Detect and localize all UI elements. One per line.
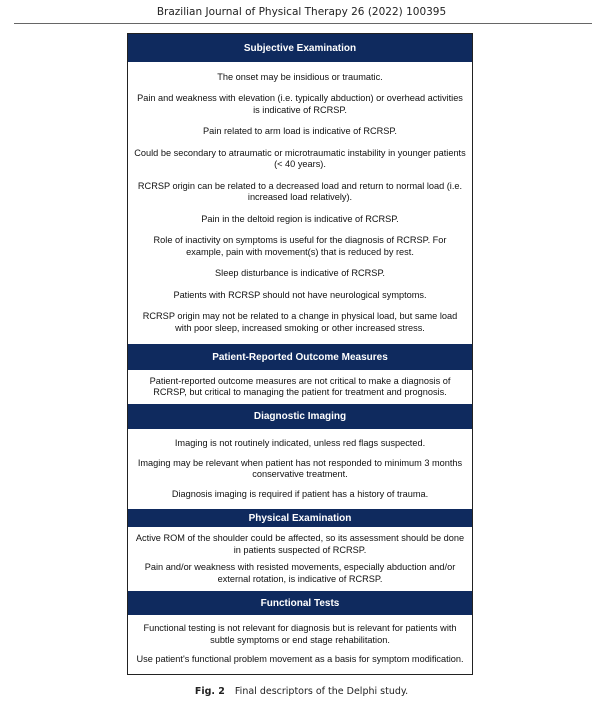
list-item: Patient-reported outcome measures are not critical to make a diagnosis of RCRSP, but critical to managing the patient for treatment and prognosis. [149, 375, 451, 397]
list-item: Pain in the deltoid region is indicative of RCRSP. [201, 213, 399, 224]
figure-caption [0, 686, 603, 697]
list-item: Pain and/or weakness with resisted movements, especially abduction and/or external rotation, is indicative of RCRSP. [144, 562, 456, 584]
list-item: Imaging is not routinely indicated, unless red flags suspected. [174, 437, 426, 448]
descriptor-table [127, 33, 473, 675]
section-body-subjective [128, 62, 472, 344]
section-body-imaging [128, 429, 472, 509]
section-header-proms: Patient-Reported Outcome Measures [128, 344, 472, 370]
section-body-physical [128, 527, 472, 591]
list-item: RCRSP origin can be related to a decreased load and return to normal load (i.e. increased load relatively). [137, 180, 463, 203]
list-item: Role of inactivity on symptoms is useful for the diagnosis of RCRSP. For example, pain with movement(s) that is reduced by rest. [153, 235, 447, 257]
section-body-proms [128, 370, 472, 404]
section-header-subjective: Subjective Examination [128, 34, 472, 62]
list-item: Sleep disturbance is indicative of RCRSP. [215, 268, 385, 279]
section-body-functional [128, 615, 472, 674]
list-item: Use patient's functional problem movement as a basis for symptom modification. [136, 654, 464, 665]
list-item: Patients with RCRSP should not have neurological symptoms. [173, 289, 427, 300]
list-item: RCRSP origin may not be related to a change in physical load, but same load with poor sleep, increased smoking or other increased stress. [142, 311, 458, 333]
list-item: Diagnosis imaging is required if patient has a history of trauma. [171, 489, 429, 499]
list-item: Functional testing is not relevant for diagnosis but is relevant for patients with subtle symptoms or end stage rehabilitation. [143, 623, 457, 645]
section-header-physical: Physical Examination [128, 509, 472, 527]
list-item: Pain related to arm load is indicative of RCRSP. [203, 126, 397, 137]
list-item: Active ROM of the shoulder could be affected, so its assessment should be done in patients suspected of RCRSP. [135, 533, 465, 555]
list-item: Could be secondary to atraumatic or microtraumatic instability in younger patients (< 40 years). [134, 147, 466, 170]
list-item: Imaging may be relevant when patient has not responded to minimum 3 months conservative treatment. [137, 457, 463, 479]
header-rule [14, 23, 592, 24]
list-item: The onset may be insidious or traumatic. [217, 71, 383, 82]
section-header-imaging: Diagnostic Imaging [128, 404, 472, 429]
figure-caption-text: Final descriptors of the Delphi study. [234, 686, 409, 697]
figure-label: Fig. 2 [194, 686, 225, 697]
list-item: Pain and weakness with elevation (i.e. typically abduction) or overhead activities is indicative of RCRSP. [137, 93, 463, 115]
section-header-functional: Functional Tests [128, 591, 472, 615]
running-head: Brazilian Journal of Physical Therapy 26 (2022) 100395 [156, 6, 447, 18]
